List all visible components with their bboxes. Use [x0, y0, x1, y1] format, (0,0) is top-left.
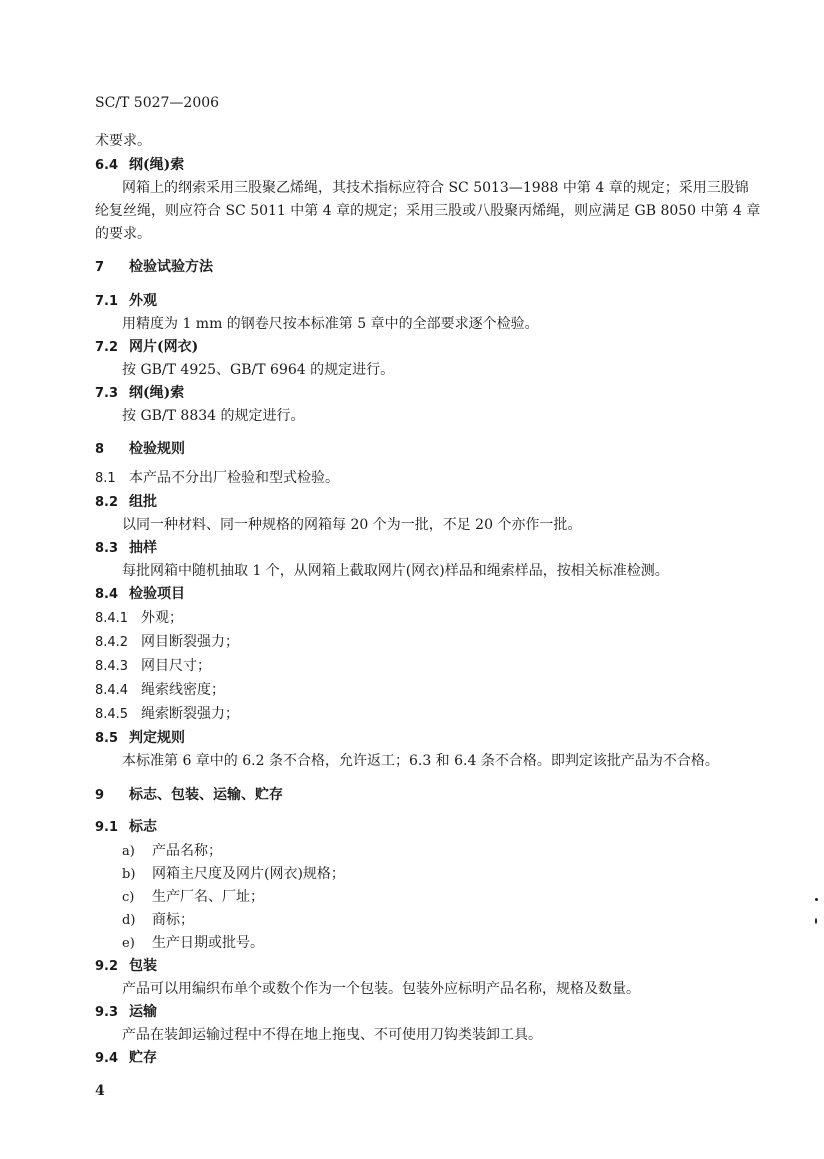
chapter-number: 8 [95, 442, 105, 457]
chapter-number: 9 [95, 788, 105, 803]
subclause-text: 外观； [141, 610, 183, 626]
section-number: 8.2 [95, 495, 119, 510]
subclause-number: 8.4.2 [95, 635, 129, 650]
subclause-text: 网目断裂强力； [141, 634, 239, 650]
section-number: 8.5 [95, 731, 119, 746]
text-line: 纶复丝绳，则应符合 SC 5011 中第 4 章的规定；采用三股或八股聚丙烯绳，则应满足 GB 8050 中第 4 章 [95, 203, 761, 219]
section-title: 判定规则 [129, 730, 185, 746]
text-line: 术要求。 [95, 133, 151, 149]
text-line: 用精度为 1 mm 的钢卷尺按本标准第 5 章中的全部要求逐个检验。 [122, 316, 539, 332]
section-number: 9.4 [95, 1051, 119, 1066]
text-line: 的要求。 [95, 226, 151, 242]
list-marker: e) [122, 936, 135, 951]
text-line: 网箱上的纲索采用三股聚乙烯绳，其技术指标应符合 SC 5013—1988 中第 4 章的规定；采用三股锦 [122, 180, 749, 196]
section-number: 9.3 [95, 1005, 119, 1020]
subclause-line [95, 657, 211, 676]
subclause-text: 绳索断裂强力； [141, 706, 239, 722]
scan-speck [815, 898, 818, 901]
section-title: 网片(网衣) [129, 339, 199, 355]
chapter-title: 标志、包装、运输、贮存 [129, 787, 283, 803]
clause-text: 本产品不分出厂检验和型式检验。 [129, 470, 339, 486]
section-heading [95, 156, 184, 175]
chapter-heading [95, 258, 213, 277]
page-number: 4 [95, 1083, 105, 1099]
subclause-line [95, 705, 239, 724]
chapter-heading [95, 786, 283, 805]
section-number: 7.1 [95, 294, 119, 309]
section-heading [95, 338, 198, 357]
section-number: 6.4 [95, 158, 119, 173]
section-title: 外观 [129, 293, 157, 309]
list-marker: d) [122, 913, 136, 928]
chapter-number: 7 [95, 260, 105, 275]
section-heading [95, 1049, 157, 1068]
section-heading [95, 384, 184, 403]
section-title: 纲(绳)索 [129, 157, 185, 173]
text-line: 产品在装卸运输过程中不得在地上拖曳、不可使用刀钩类装卸工具。 [122, 1027, 542, 1043]
list-item [122, 865, 345, 884]
section-heading [95, 957, 157, 976]
section-heading [95, 818, 157, 837]
clause-line [95, 469, 339, 488]
section-title: 包装 [129, 958, 157, 974]
text-line: 产品可以用编织布单个或数个作为一个包装。包装外应标明产品名称，规格及数量。 [122, 981, 640, 997]
section-title: 检验项目 [129, 586, 185, 602]
chapter-heading [95, 440, 185, 459]
scan-speck [815, 918, 817, 924]
text-line: 按 GB/T 4925、GB/T 6964 的规定进行。 [122, 362, 395, 378]
text-line: 本标准第 6 章中的 6.2 条不合格，允许返工；6.3 和 6.4 条不合格。即判定该批产品为不合格。 [122, 753, 719, 769]
subclause-text: 网目尺寸； [141, 658, 211, 674]
list-item [122, 842, 222, 861]
section-number: 9.1 [95, 820, 119, 835]
section-title: 组批 [129, 494, 157, 510]
section-heading [95, 493, 157, 512]
list-marker: c) [122, 890, 135, 905]
section-heading [95, 729, 185, 748]
chapter-title: 检验规则 [129, 441, 185, 457]
section-number: 8.4 [95, 587, 119, 602]
list-item [122, 888, 264, 907]
list-text: 生产日期或批号。 [152, 935, 264, 951]
subclause-number: 8.4.5 [95, 707, 129, 722]
section-heading [95, 585, 185, 604]
list-item [122, 911, 194, 930]
section-number: 8.3 [95, 541, 119, 556]
section-number: 9.2 [95, 959, 119, 974]
section-title: 运输 [129, 1004, 157, 1020]
section-number: 7.2 [95, 340, 119, 355]
subclause-number: 8.4.1 [95, 611, 129, 626]
list-item [122, 934, 264, 953]
section-title: 纲(绳)索 [129, 385, 185, 401]
clause-number: 8.1 [95, 471, 116, 486]
list-marker: b) [122, 867, 136, 882]
text-line: 每批网箱中随机抽取 1 个，从网箱上截取网片(网衣)样品和绳索样品，按相关标准检测。 [122, 563, 669, 579]
standard-number: SC/T 5027—2006 [95, 95, 220, 111]
list-text: 网箱主尺度及网片(网衣)规格； [152, 866, 345, 882]
subclause-number: 8.4.3 [95, 659, 129, 674]
text-line: 以同一种材料、同一种规格的网箱每 20 个为一批，不足 20 个亦作一批。 [122, 517, 582, 533]
section-title: 标志 [129, 819, 157, 835]
text-line: 按 GB/T 8834 的规定进行。 [122, 408, 305, 424]
list-marker: a) [122, 844, 135, 859]
subclause-line [95, 609, 183, 628]
list-text: 商标； [152, 912, 194, 928]
chapter-title: 检验试验方法 [129, 259, 213, 275]
subclause-text: 绳索线密度； [141, 682, 225, 698]
section-title: 贮存 [129, 1050, 157, 1066]
section-title: 抽样 [129, 540, 157, 556]
section-heading [95, 539, 157, 558]
section-number: 7.3 [95, 386, 119, 401]
list-text: 产品名称； [152, 843, 222, 859]
section-heading [95, 1003, 157, 1022]
subclause-line [95, 681, 225, 700]
subclause-line [95, 633, 239, 652]
list-text: 生产厂名、厂址； [152, 889, 264, 905]
section-heading [95, 292, 157, 311]
subclause-number: 8.4.4 [95, 683, 129, 698]
